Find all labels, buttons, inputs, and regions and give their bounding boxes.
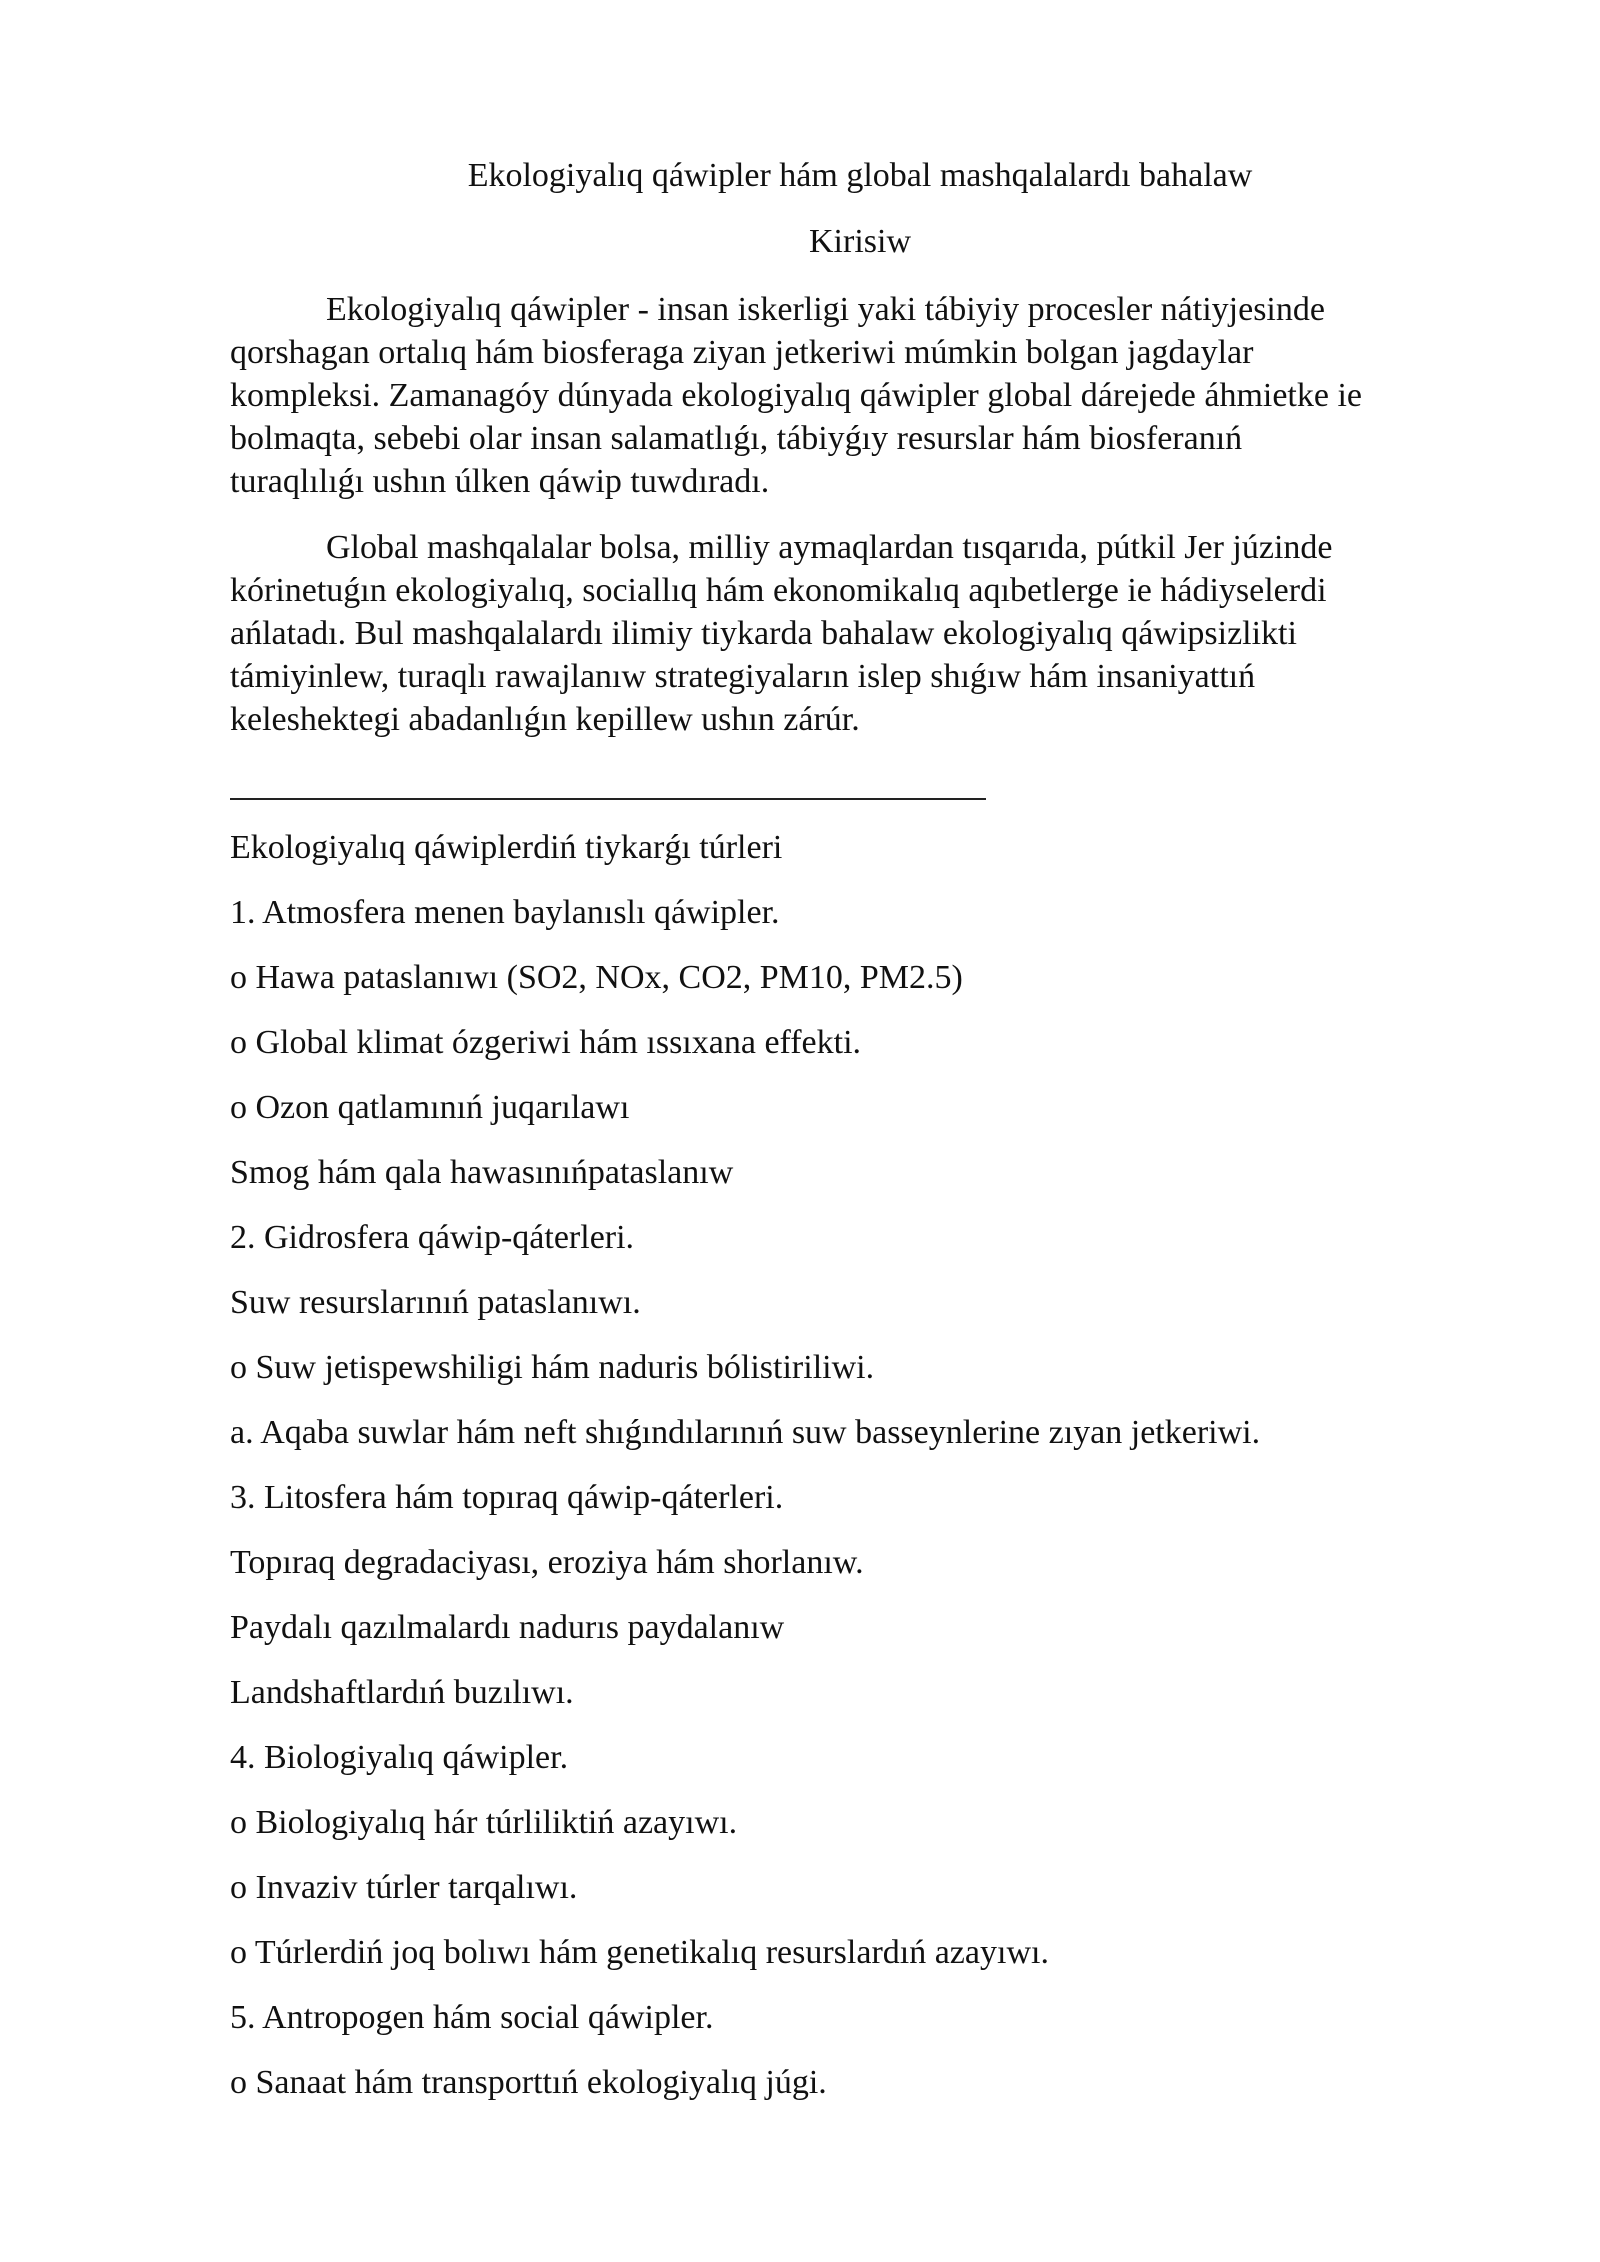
paragraph-line: támiyinlew, turaqlı rawajlanıw strategiyaların islep shıǵıw hám insaniyattıń bbox=[230, 658, 1256, 695]
paragraph-line: Ekologiyalıq qáwipler - insan iskerligi yaki tábiyiy procesler nátiyjesinde bbox=[326, 291, 1325, 328]
paragraph-line: turaqlılıǵı ushın úlken qáwip tuwdıradı. bbox=[230, 463, 770, 500]
paragraph-line: qorshagan ortalıq hám biosferaga ziyan jetkeriwi múmkin bolgan jagdaylar bbox=[230, 334, 1254, 371]
list-item: Topıraq degradaciyası, eroziya hám shorlanıw. bbox=[230, 1544, 864, 1581]
list-item: 4. Biologiyalıq qáwipler. bbox=[230, 1739, 569, 1776]
list-item: Suw resurslarınıń pataslanıwı. bbox=[230, 1284, 641, 1321]
list-item: 1. Atmosfera menen baylanıslı qáwipler. bbox=[230, 894, 780, 931]
paragraph-line: keleshektegi abadanlıǵın kepillew ushın zárúr. bbox=[230, 701, 860, 738]
paragraph-line: Global mashqalalar bolsa, milliy aymaqlardan tısqarıda, pútkil Jer júzinde bbox=[326, 529, 1333, 566]
list-item: o Hawa pataslanıwı (SO2, NOx, CO2, PM10, PM2.5) bbox=[230, 959, 963, 996]
list-item: o Sanaat hám transporttıń ekologiyalıq júgi. bbox=[230, 2064, 827, 2101]
paragraph-line: kompleksi. Zamanagóy dúnyada ekologiyalıq qáwipler global dárejede áhmietke ie bbox=[230, 377, 1363, 414]
list-item: o Global klimat ózgeriwi hám ıssıxana effekti. bbox=[230, 1024, 862, 1061]
list-item: Paydalı qazılmalardı nadurıs paydalanıw bbox=[230, 1609, 785, 1646]
list-item: 3. Litosfera hám topıraq qáwip-qáterleri. bbox=[230, 1479, 784, 1516]
list-item: a. Aqaba suwlar hám neft shıǵındılarınıń suw basseynlerine zıyan jetkeriwi. bbox=[230, 1414, 1261, 1451]
paragraph-line: bolmaqta, sebebi olar insan salamatlıǵı, tábiyǵıy resurslar hám biosferanıń bbox=[230, 420, 1243, 457]
list-item: Smog hám qala hawasınıńpataslanıw bbox=[230, 1154, 734, 1191]
list-item: o Ozon qatlamınıń juqarılawı bbox=[230, 1089, 630, 1126]
paragraph-line: kórinetuǵın ekologiyalıq, sociallıq hám ekonomikalıq aqıbetlerge ie hádiyselerdi bbox=[230, 572, 1327, 609]
list-item: o Invaziv túrler tarqalıwı. bbox=[230, 1869, 578, 1906]
list-item: o Túrlerdiń joq bolıwı hám genetikalıq resurslardıń azayıwı. bbox=[230, 1934, 1049, 1971]
list-heading: Ekologiyalıq qáwiplerdiń tiykarǵı túrleri bbox=[230, 829, 783, 866]
list-item: 5. Antropogen hám social qáwipler. bbox=[230, 1999, 714, 2036]
document-title: Ekologiyalıq qáwipler hám global mashqalalardı bahalaw bbox=[467, 157, 1253, 194]
list-item: o Biologiyalıq hár túrliliktiń azayıwı. bbox=[230, 1804, 738, 1841]
intro-paragraph-2 bbox=[230, 526, 1520, 741]
intro-paragraph-1 bbox=[230, 288, 1520, 503]
section-heading: Kirisiw bbox=[809, 223, 911, 260]
horizontal-divider bbox=[230, 798, 986, 800]
paragraph-line: ańlatadı. Bul mashqalalardı ilimiy tiykarda bahalaw ekologiyalıq qáwipsizlikti bbox=[230, 615, 1297, 652]
list-item: o Suw jetispewshiligi hám naduris bólistiriliwi. bbox=[230, 1349, 875, 1386]
list-item: 2. Gidrosfera qáwip-qáterleri. bbox=[230, 1219, 635, 1256]
list-item: Landshaftlardıń buzılıwı. bbox=[230, 1674, 574, 1711]
